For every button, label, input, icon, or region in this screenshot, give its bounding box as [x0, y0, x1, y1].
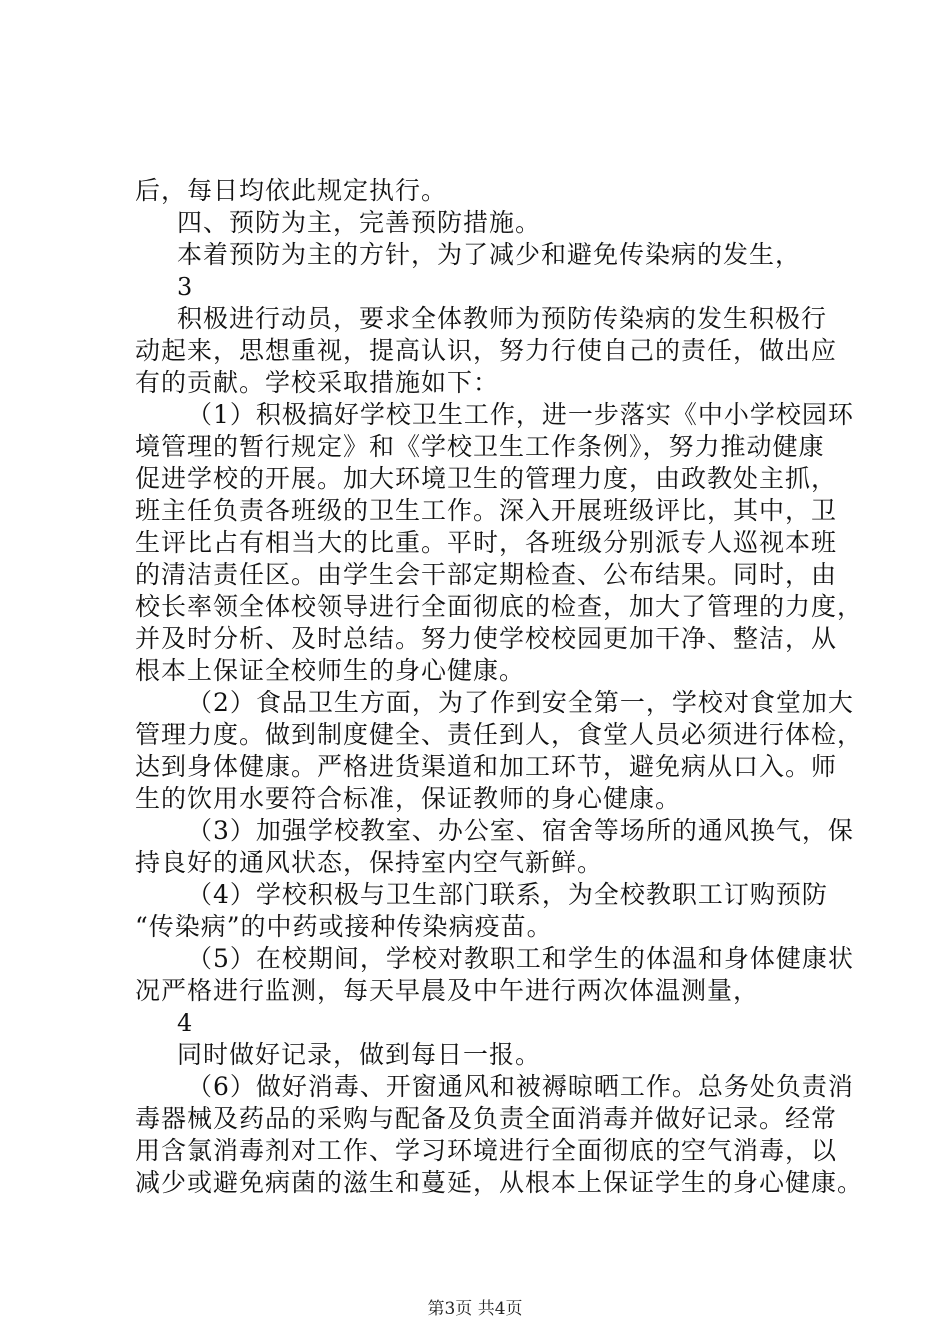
text-line: 同时做好记录，做到每日一报。 [177, 1040, 542, 1069]
text-line: 持良好的通风状态，保持室内空气新鲜。 [135, 848, 604, 877]
text-line: 班主任负责各班级的卫生工作。深入开展班级评比，其中，卫 [135, 496, 838, 525]
text-line: （3）加强学校教室、办公室、宿舍等场所的通风换气，保 [187, 816, 854, 845]
section-heading: 四、预防为主，完善预防措施。 [177, 208, 542, 237]
text-line: 根本上保证全校师生的身心健康。 [135, 656, 526, 685]
text-line: 况严格进行监测，每天早晨及中午进行两次体温测量， [135, 976, 760, 1005]
text-line: （6）做好消毒、开窗通风和被褥晾晒工作。总务处负责消 [187, 1072, 854, 1101]
text-line: “传染病”的中药或接种传染病疫苗。 [135, 912, 553, 941]
text-line: 有的贡献。学校采取措施如下： [135, 368, 500, 397]
text-line: 生的饮用水要符合标准，保证教师的身心健康。 [135, 784, 682, 813]
text-line: 毒器械及药品的采购与配备及负责全面消毒并做好记录。经常 [135, 1104, 838, 1133]
text-line: 的清洁责任区。由学生会干部定期检查、公布结果。同时，由 [135, 560, 838, 589]
text-line: 促进学校的开展。加大环境卫生的管理力度，由政教处主抓， [135, 464, 838, 493]
page-marker: 3 [177, 273, 193, 301]
text-line: 用含氯消毒剂对工作、学习环境进行全面彻底的空气消毒，以 [135, 1136, 838, 1165]
text-line: 管理力度。做到制度健全、责任到人，食堂人员必须进行体检， [135, 720, 864, 749]
text-line: （2）食品卫生方面，为了作到安全第一，学校对食堂加大 [187, 688, 854, 717]
text-line: （5）在校期间，学校对教职工和学生的体温和身体健康状 [187, 944, 854, 973]
text-line: 并及时分析、及时总结。努力使学校校园更加干净、整洁，从 [135, 624, 838, 653]
text-line: 达到身体健康。严格进货渠道和加工环节，避免病从口入。师 [135, 752, 838, 781]
text-line: 本着预防为主的方针，为了减少和避免传染病的发生， [177, 240, 802, 269]
text-line: （4）学校积极与卫生部门联系，为全校教职工订购预防 [187, 880, 828, 909]
text-line: （1）积极搞好学校卫生工作，进一步落实《中小学校园环 [187, 400, 854, 429]
text-line: 动起来，思想重视，提高认识，努力行使自己的责任，做出应 [135, 336, 838, 365]
page-marker: 4 [177, 1009, 193, 1037]
page-footer: 第3页 共4页 [427, 1299, 523, 1319]
text-line: 积极进行动员，要求全体教师为预防传染病的发生积极行 [177, 304, 828, 333]
text-line: 后，每日均依此规定执行。 [135, 176, 448, 205]
text-line: 校长率领全体校领导进行全面彻底的检查，加大了管理的力度， [135, 592, 864, 621]
text-line: 生评比占有相当大的比重。平时，各班级分别派专人巡视本班 [135, 528, 838, 557]
text-line: 境管理的暂行规定》和《学校卫生工作条例》，努力推动健康 [135, 432, 825, 461]
text-line: 减少或避免病菌的滋生和蔓延，从根本上保证学生的身心健康。 [135, 1168, 864, 1197]
